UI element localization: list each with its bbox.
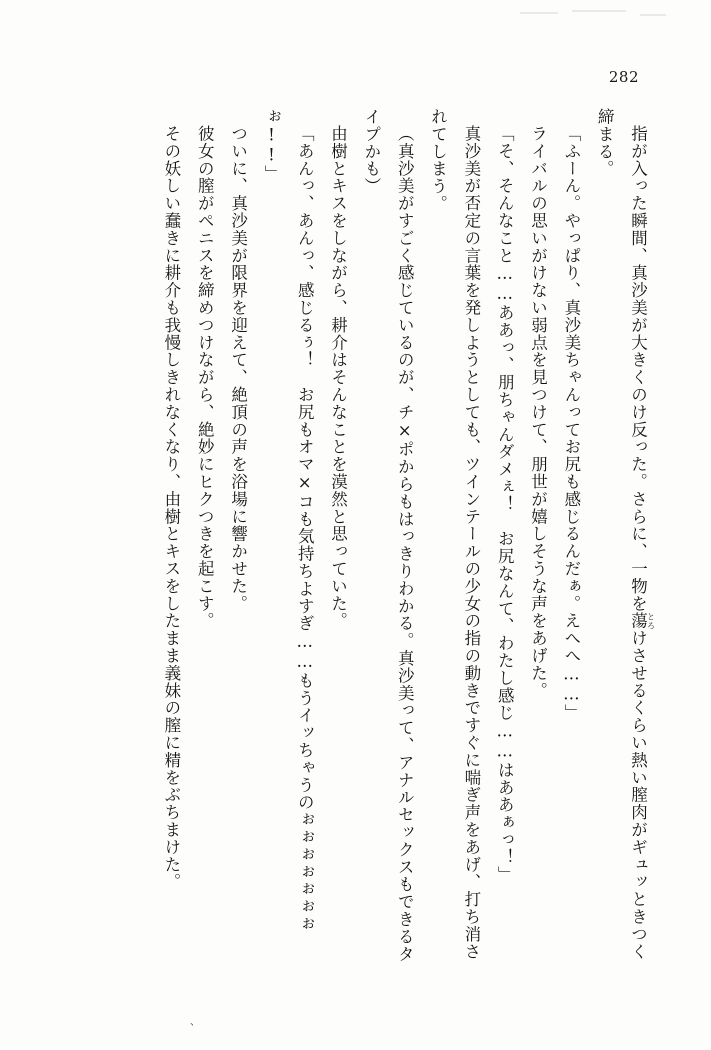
paragraph: 「あんっ、あんっ、感じるぅ！ お尻もオマ×コも気持ちよすぎ……もうイッちゃうのぉぉぉぉぉぉぉぉ!!」: [261, 108, 315, 933]
paragraph: 「そ、そんなこと……ああっ、朋ちゃんダメぇ！ お尻なんて、わたし感じ……はああぁっ！」: [495, 124, 515, 883]
paragraph: ライバルの思いがけない弱点を見つけて、朋世が嬉しそうな声をあげた。: [528, 124, 548, 699]
paragraph: 「ふーん。やっぱり、真沙美ちゃんってお尻も感じるんだぁ。えへへ……」: [561, 124, 581, 722]
paragraph: ついに、真沙美が限界を迎えて、絶頂の声を浴場に響かせた。: [228, 124, 248, 612]
body-text: [60, 108, 655, 968]
paragraph: その妖しい蠢きに耕介も我慢しきれなくなり、由樹とキスをしたまま義妹の膣に精をぶちまけた。: [161, 124, 181, 891]
paragraph: 真沙美が否定の言葉を発しようとしても、ツインテールの少女の指の動きですぐに喘ぎ声をあげ、打ち消されてしまう。: [428, 108, 481, 960]
paragraph: （真沙美がすごく感じているのが、チ×ポからもはっきりわかる。真沙美って、アナルセックスもできるタイプかも）: [361, 108, 415, 963]
paragraph: 彼女の膣がペニスを締めつけながら、絶妙にヒクつきを起こす。: [195, 124, 215, 630]
paragraph: 指が入った瞬間、真沙美が大きくのけ反った。さらに、一物を蕩 とろけさせるくらい熱い膣肉がギュッときつく締まる。: [595, 108, 656, 960]
bottom-mark: 、: [190, 1017, 200, 1028]
scan-artifact: [640, 14, 666, 16]
paragraph: 由樹とキスをしながら、耕介はそんなことを漠然と思っていた。: [328, 124, 348, 630]
page-number: 282: [608, 68, 639, 86]
scan-artifact: [520, 12, 558, 14]
scan-artifact: [572, 10, 626, 12]
